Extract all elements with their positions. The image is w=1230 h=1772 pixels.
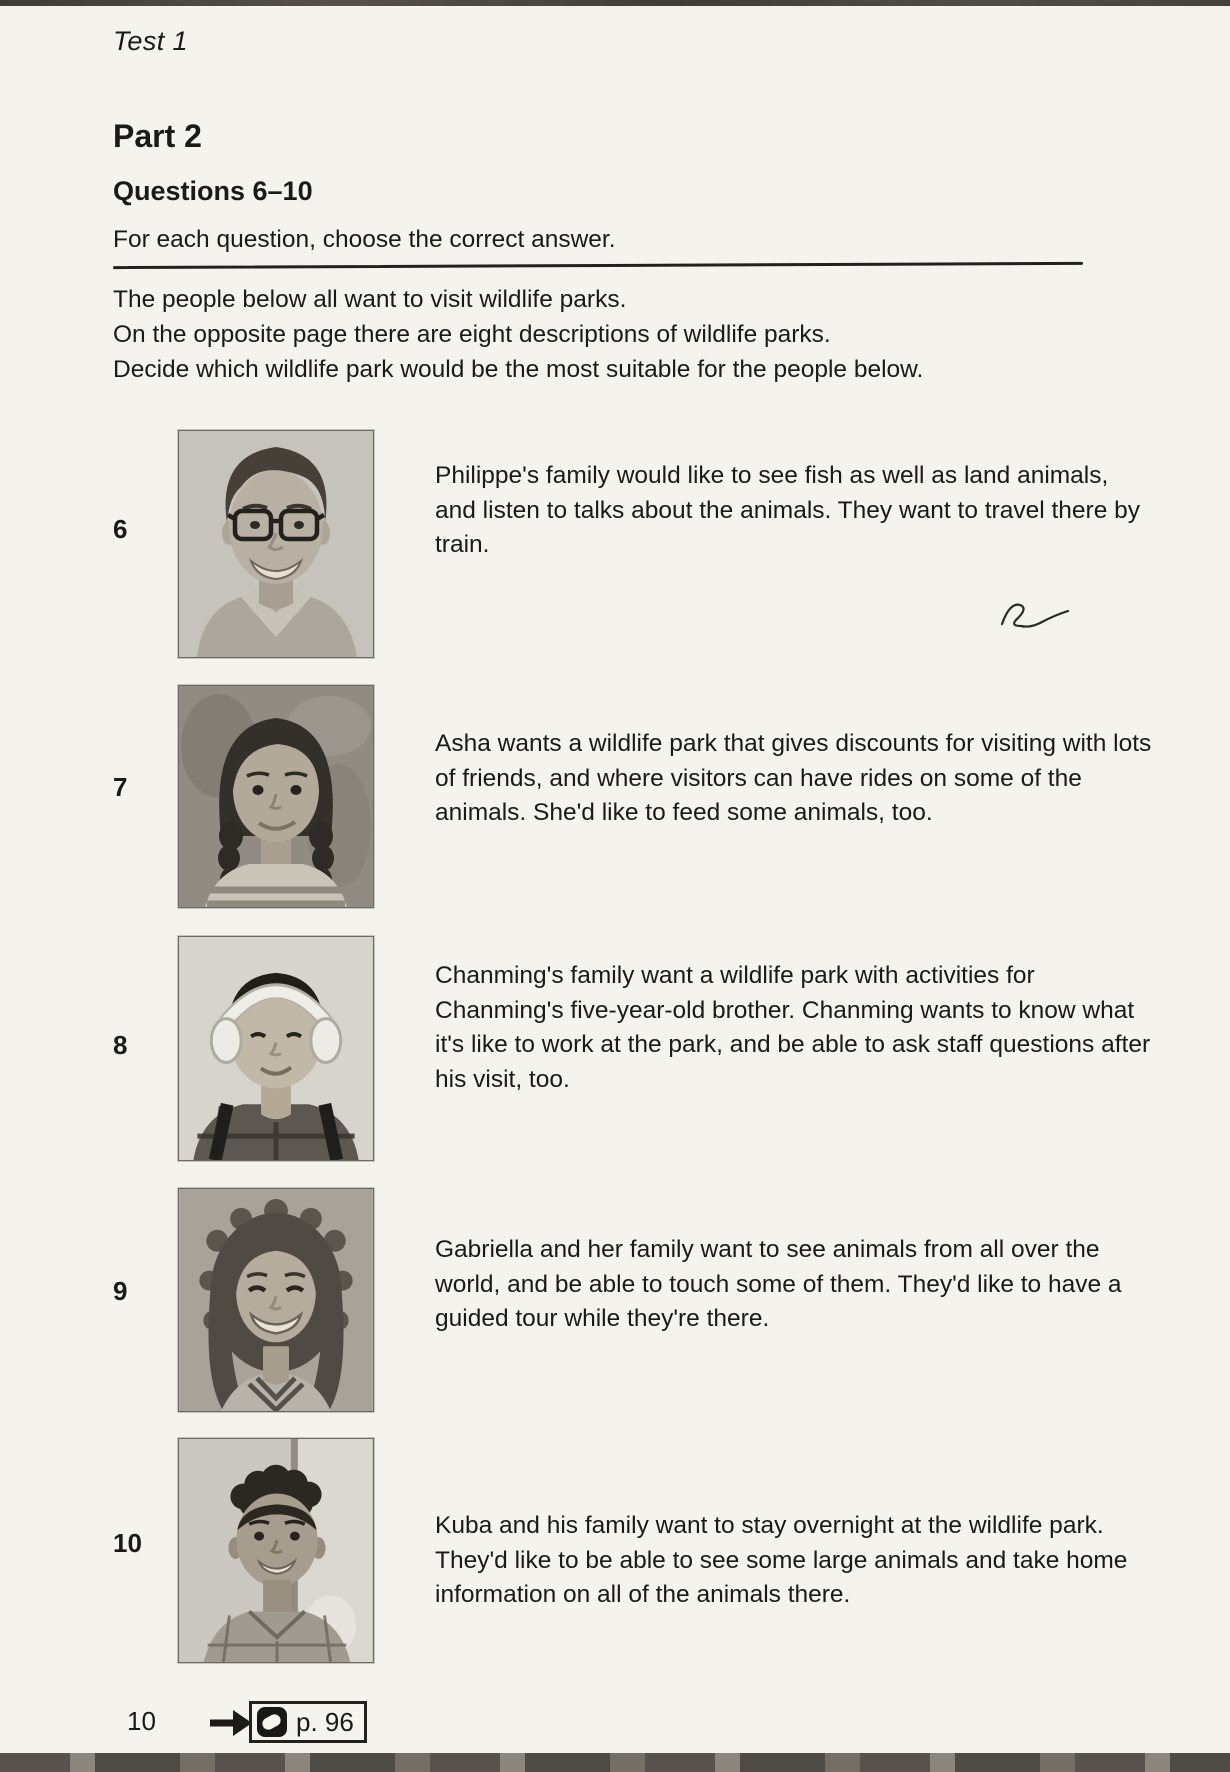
answer-key-icon: [257, 1707, 287, 1737]
portrait-girl-curly-hair: [179, 1189, 373, 1411]
portrait-girl-braids: [179, 686, 373, 907]
question-number-10: 10: [113, 1528, 142, 1558]
portrait-boy-glasses: [179, 431, 373, 657]
answer-key-badge: [249, 1701, 367, 1743]
question-7-text: Asha wants a wildlife park that gives discounts for visiting with lots of friends, and where visitors can have rides on some of the animals. She'd like to feed some animals, too.: [435, 730, 1152, 826]
question-number-8: 8: [113, 1030, 128, 1060]
instruction-text: For each question, choose the correct answer.: [113, 226, 616, 253]
question-8-text: Chanming's family want a wildlife park with activities for Chanming's five-year-old brother. Chanming wants to know what it's like to work at the park, and be able to ask staff questions after his visit, too.: [435, 962, 1151, 1093]
pen-squiggle-mark: [1000, 598, 1070, 640]
intro-line-2: On the opposite page there are eight descriptions of wildlife parks.: [113, 321, 831, 348]
question-6-text: Philippe's family would like to see fish as well as land animals, and listen to talks about the animals. They want to travel there by train.: [435, 462, 1140, 558]
question-number-9: 9: [113, 1276, 128, 1306]
question-number-6: 6: [113, 514, 128, 544]
question-10-text: Kuba and his family want to stay overnight at the wildlife park. They'd like to be able to see some large animals and take home information on all of the animals there.: [435, 1512, 1128, 1608]
intro-text: [113, 282, 923, 387]
right-arrow-icon: [210, 1710, 252, 1736]
photo-question-7: [178, 685, 374, 908]
divider-line: [113, 262, 1083, 269]
photo-question-6: [178, 430, 374, 658]
portrait-boy-headphones: [179, 937, 373, 1160]
page-number: 10: [127, 1706, 156, 1736]
question-9-text: Gabriella and her family want to see animals from all over the world, and be able to touch some of them. They'd like to have a guided tour while they're there.: [435, 1236, 1122, 1332]
intro-line-1: The people below all want to visit wildlife parks.: [113, 286, 627, 313]
page-edge-bar: [0, 1753, 1230, 1772]
test-header: Test 1: [113, 26, 188, 56]
questions-range-title: Questions 6–10: [113, 176, 313, 206]
part-title: Part 2: [113, 118, 202, 154]
scan-edge-top-bar: [0, 0, 1230, 6]
question-number-7: 7: [113, 772, 128, 802]
intro-line-3: Decide which wildlife park would be the most suitable for the people below.: [113, 356, 924, 383]
answer-key-page-label: p. 96: [296, 1706, 354, 1737]
photo-question-9: [178, 1188, 374, 1412]
photo-question-8: [178, 936, 374, 1161]
photo-question-10: [178, 1438, 374, 1663]
portrait-boy-curly-top: [179, 1439, 373, 1662]
